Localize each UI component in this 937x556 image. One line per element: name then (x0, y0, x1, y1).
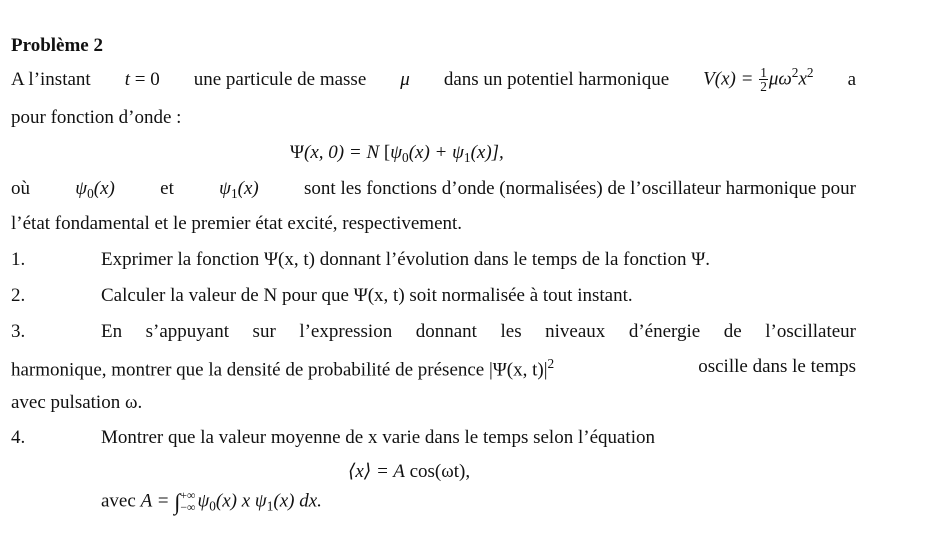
intro-mu: μ (400, 69, 410, 91)
item-2-text: Calculer la valeur de N pour que Ψ(x, t) soit normalisée à tout instant. (101, 285, 633, 306)
intro-tail: a (847, 69, 856, 91)
mean-equation: ⟨x⟩ = A cos(ωt), (348, 461, 471, 482)
item-2 (11, 286, 856, 308)
intro-line-1 (11, 66, 856, 94)
item-4-number: 4. (11, 427, 26, 448)
item-3-number: 3. (11, 321, 26, 342)
item-3-line-3: avec pulsation ω. (11, 392, 143, 413)
integral-limits: +∞ −∞ (180, 489, 196, 515)
intro-text-2: une particule de masse (193, 69, 367, 91)
problem-title: Problème 2 (11, 35, 103, 56)
item-4-text: Montrer que la valeur moyenne de x varie dans le temps selon l’équation (101, 427, 655, 448)
integral-definition: avec A = ∫ +∞ −∞ $\psi_0(x)$ x $\psi_1(x)$ dx. (101, 489, 322, 515)
item-3-line-2: harmonique, montrer que la densité de probabilité de présence |Ψ(x, $t)|^2$ oscille dans le temps (11, 356, 856, 381)
item-2-number: 2. (11, 285, 26, 306)
item-4 (11, 428, 856, 450)
intro-text-1: A l’instant (11, 69, 91, 91)
intro-text-3: dans un potentiel harmonique (443, 69, 670, 91)
wavefunction-equation: Ψ(x, 0) = N $[\psi_0(x) + \psi_1(x)]$, (290, 142, 504, 165)
item-3 (11, 322, 856, 344)
intro-line-2: pour fonction d’onde : (11, 107, 182, 128)
para-line-2: l’état fondamental et le premier état excité, respectivement. (11, 213, 463, 234)
item-1-number: 1. (11, 249, 26, 270)
item-3-text: En s’appuyant sur l’expression donnant les niveaux d’énergie de l’oscillateur (101, 321, 856, 342)
para-line-1: où $\psi_0(x)$ et $\psi_1(x)$ sont les fonctions d’onde (normalisées) de l’oscillateur harmonique pour (11, 178, 856, 201)
intro-t-eq: t = 0 (124, 69, 160, 91)
item-1-text: Exprimer la fonction Ψ(x, t) donnant l’évolution dans le temps de la fonction Ψ. (101, 249, 710, 270)
item-1 (11, 250, 856, 272)
integral-symbol: ∫ (174, 489, 181, 515)
potential-formula: V(x) = $\frac{1}{2}$ $\mu\omega^2x^2$ (703, 65, 814, 95)
